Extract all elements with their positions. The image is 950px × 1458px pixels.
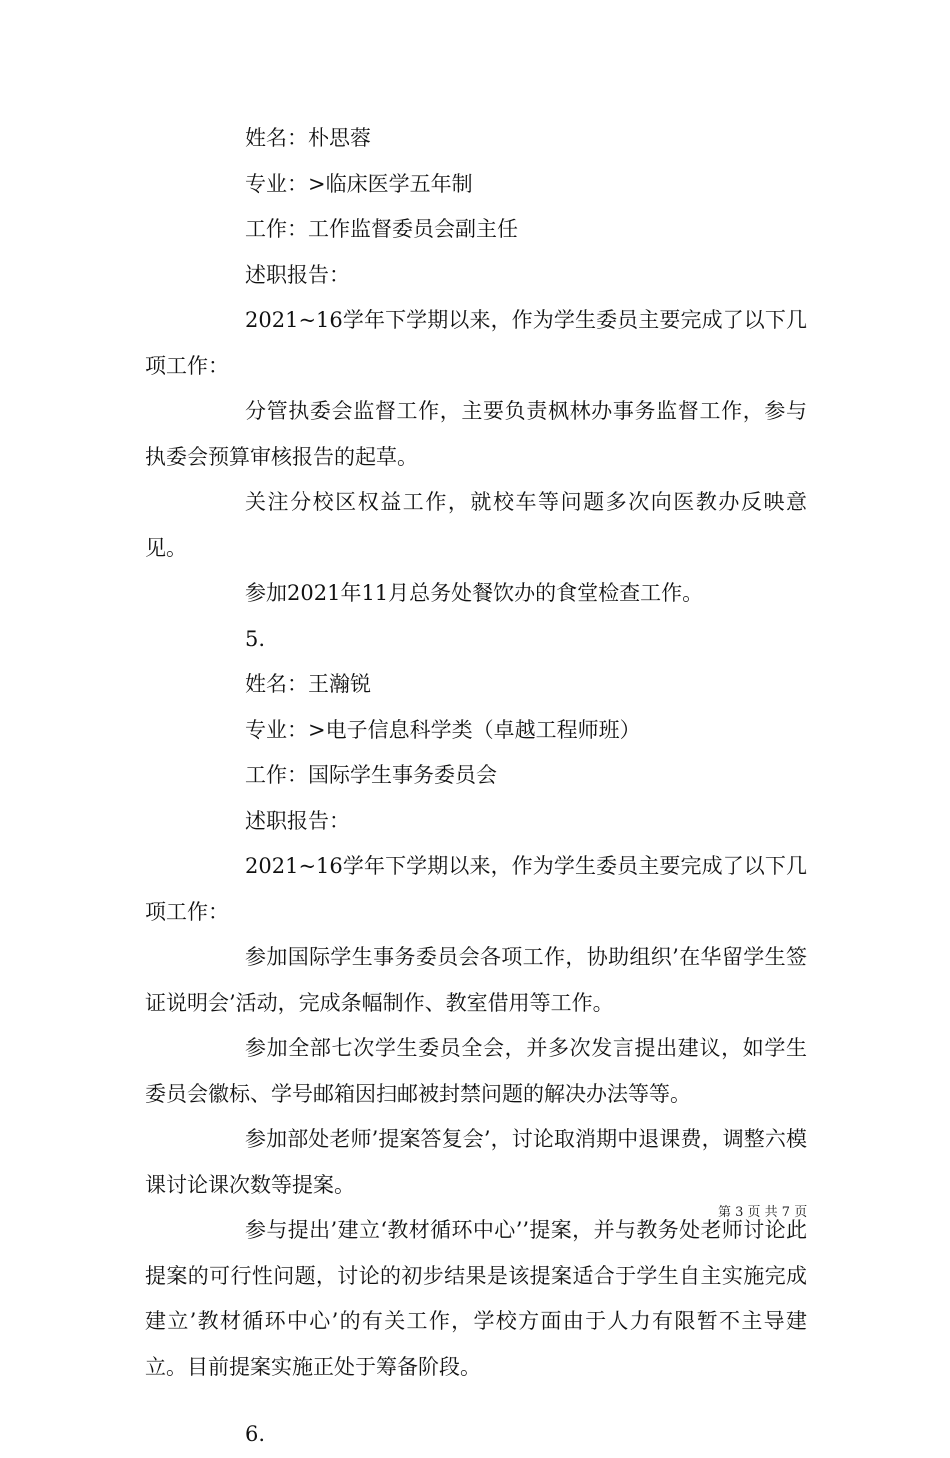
paragraph-report-heading-1: 述职报告：	[245, 262, 350, 287]
paragraph-intro-2: 2021~16学年下学期以来，作为学生委员主要完成了以下几项工作：	[145, 854, 807, 924]
paragraph-role-2: 工作：国际学生事务委员会	[245, 763, 497, 787]
section-number-5: 5.	[245, 626, 266, 651]
paragraph-name-2: 姓名：王瀚锐	[245, 672, 371, 696]
paragraph-item-2-3: 参加部处老师’提案答复会’，讨论取消期中退课费，调整六模课讨论课次数等提案。	[145, 1127, 807, 1197]
paragraph-item-1-3: 参加2021年11月总务处餐饮办的食堂检查工作。	[245, 581, 704, 605]
paragraph-gap	[145, 1390, 807, 1412]
paragraph-item-2-4: 参与提出’建立‘教材循环中心’’提案，并与教务处老师讨论此提案的可行性问题，讨论的初步结果是该提案适合于学生自主实施完成建立’教材循环中心’的有关工作，学校方面由于人力有限暂不主导建立。目前提案实施正处于筹备阶段。	[145, 1218, 807, 1379]
section-number-6: 6.	[245, 1422, 266, 1446]
page-footer: 第 3 页 共 7 页	[718, 1205, 808, 1220]
paragraph-report-heading-2: 述职报告：	[245, 808, 350, 833]
paragraph-role-1: 工作：工作监督委员会副主任	[245, 217, 518, 241]
paragraph-item-2-2: 参加全部七次学生委员全会，并多次发言提出建议，如学生委员会徽标、学号邮箱因扫邮被封禁问题的解决办法等等。	[145, 1036, 807, 1106]
paragraph-item-2-1: 参加国际学生事务委员会各项工作，协助组织’在华留学生签证说明会’活动，完成条幅制作、教室借用等工作。	[145, 945, 807, 1015]
paragraph-item-1-2: 关注分校区权益工作，就校车等问题多次向医教办反映意见。	[145, 490, 807, 560]
paragraph-major-1: 专业：>临床医学五年制	[245, 171, 473, 196]
document-body	[145, 116, 807, 1458]
paragraph-intro-1: 2021~16学年下学期以来，作为学生委员主要完成了以下几项工作：	[145, 308, 807, 378]
paragraph-item-1-1: 分管执委会监督工作，主要负责枫林办事务监督工作，参与执委会预算审核报告的起草。	[145, 399, 807, 469]
paragraph-major-2: 专业：>电子信息科学类（卓越工程师班）	[245, 717, 641, 742]
paragraph-name-1: 姓名：朴思蓉	[245, 126, 371, 150]
